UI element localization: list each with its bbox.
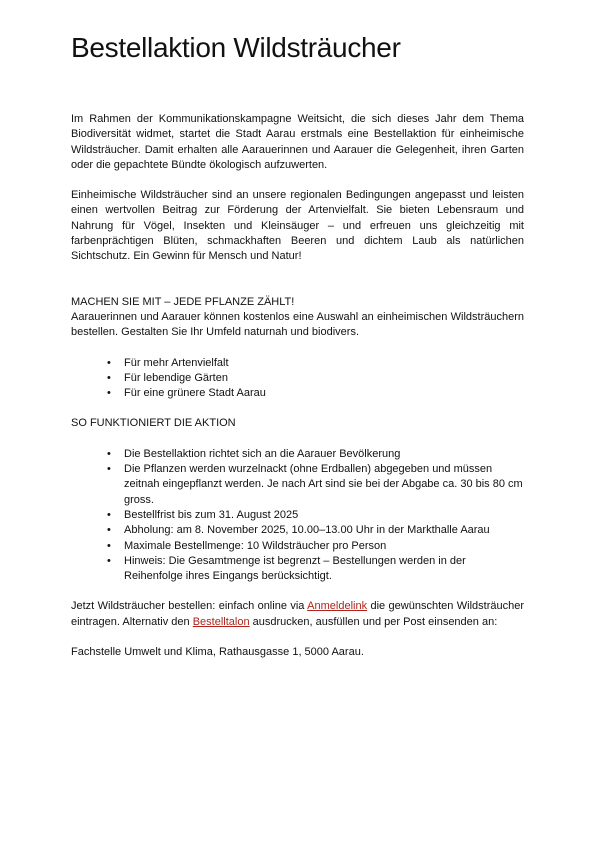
section-heading-mitmachen: MACHEN SIE MIT – JEDE PFLANZE ZÄHLT! [71, 295, 295, 308]
list-item [71, 539, 524, 554]
document-page [71, 30, 524, 660]
action-details-list [71, 447, 524, 585]
list-item-text: Hinweis: Die Gesamtmenge ist begrenzt – Bestellungen werden in der Reihenfolge ihres Eingangs berücksichtigt. [124, 554, 466, 583]
bullet-icon: • [107, 524, 111, 537]
order-paragraph [71, 599, 524, 630]
bullet-icon: • [107, 539, 111, 552]
list-item-text: Für lebendige Gärten [124, 371, 228, 384]
list-item [71, 356, 524, 371]
order-form-link[interactable]: Bestelltalon [192, 615, 250, 628]
list-item-text: Bestellfrist bis zum 31. August 2025 [124, 508, 299, 521]
section-heading-aktion: SO FUNKTIONIERT DIE AKTION [71, 417, 236, 430]
bullet-icon: • [107, 463, 111, 476]
address-line: Fachstelle Umwelt und Klima, Rathausgasse 1, 5000 Aarau. [71, 646, 364, 659]
list-item [71, 386, 524, 401]
bullet-icon: • [107, 371, 111, 384]
bullet-icon: • [107, 387, 111, 400]
list-item-text: Für eine grünere Stadt Aarau [124, 387, 266, 400]
list-item [71, 554, 524, 585]
list-item [71, 447, 524, 462]
page-title: Bestellaktion Wildsträucher [71, 32, 401, 63]
order-text-middle: die gewünschten Wildsträucher eintragen. Alternativ den [71, 600, 524, 628]
bullet-icon: • [107, 447, 111, 460]
bullet-icon: • [107, 554, 111, 567]
list-item [71, 462, 524, 508]
order-text-start: Jetzt Wildsträucher bestellen: einfach online via [71, 600, 308, 613]
bullet-icon: • [107, 356, 111, 369]
benefit-list [71, 356, 524, 402]
list-item [71, 508, 524, 523]
list-item [71, 523, 524, 538]
list-item-text: Maximale Bestellmenge: 10 Wildsträucher pro Person [124, 539, 387, 552]
list-item-text: Für mehr Artenvielfalt [124, 356, 229, 369]
list-item [71, 371, 524, 386]
list-item-text: Die Bestellaktion richtet sich an die Aarauer Bevölkerung [124, 447, 401, 460]
bullet-icon: • [107, 508, 111, 521]
order-text-end: ausdrucken, ausfüllen und per Post einsenden an: [249, 615, 498, 628]
list-item-text: Die Pflanzen werden wurzelnackt (ohne Erdballen) abgegeben und müssen zeitnah eingepflanzt werden. Je nach Art sind sie bei der Abgabe ca. 30 bis 80 cm gross. [124, 463, 523, 506]
list-item-text: Abholung: am 8. November 2025, 10.00–13.00 Uhr in der Markthalle Aarau [124, 524, 490, 537]
benefits-paragraph: Einheimische Wildsträucher sind an unsere regionalen Bedingungen angepasst und leisten einen wertvollen Beitrag zur Förderung der Artenvielfalt. Sie bieten Lebensraum und Nahrung für Vögel, Insekten und Kleinsäuger – und erfreuen uns gleichzeitig mit farbenprächtigen Blüten, schmackhaften Beeren und dichtem Laub als natürlichen Sichtschutz. Ein Gewinn für Mensch und Natur! [71, 189, 524, 263]
section-mitmachen-text: Aarauerinnen und Aarauer können kostenlos eine Auswahl an einheimischen Wildsträuchern bestellen. Gestalten Sie Ihr Umfeld naturnah und biodivers. [71, 310, 524, 339]
registration-link[interactable]: Anmeldelink [307, 600, 368, 613]
intro-paragraph: Im Rahmen der Kommunikationskampagne Weitsicht, die sich dieses Jahr dem Thema Biodiversität widmet, startet die Stadt Aarau erstmals eine Bestellaktion für einheimische Wildsträucher. Damit erhalten alle Aarauerinnen und Aarauer die Gelegenheit, ihren Garten oder die gepachtete Bündte ökologisch aufzuwerten. [71, 113, 524, 171]
